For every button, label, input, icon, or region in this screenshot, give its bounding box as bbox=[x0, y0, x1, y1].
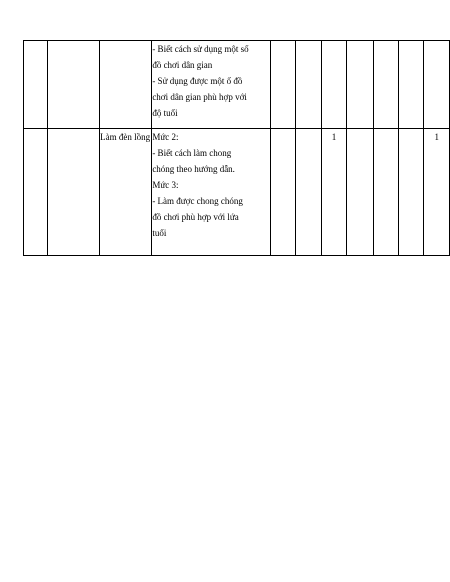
criteria-line: - Làm được chong chóng bbox=[152, 196, 243, 206]
count-cell: 1 bbox=[321, 129, 347, 256]
count-cell bbox=[399, 41, 424, 129]
criteria-line: đồ chơi dân gian bbox=[152, 60, 213, 70]
table-cell bbox=[24, 41, 48, 129]
criteria-line: Mức 3: bbox=[152, 180, 179, 190]
count-cell bbox=[399, 129, 424, 256]
criteria-line: độ tuổi bbox=[152, 108, 178, 118]
criteria-line: đồ chơi phù hợp với lứa bbox=[152, 212, 239, 222]
table-cell bbox=[24, 129, 48, 256]
criteria-line: chóng theo hướng dẫn. bbox=[152, 164, 235, 174]
criteria-line: - Biết cách sử dụng một số bbox=[152, 44, 249, 54]
count-cell bbox=[270, 41, 295, 129]
criteria-line: Mức 2: bbox=[152, 132, 179, 142]
table-row bbox=[24, 41, 450, 129]
activity-cell: Làm đèn lồng bbox=[100, 129, 152, 256]
count-cell bbox=[270, 129, 295, 256]
count-cell: 1 bbox=[424, 129, 450, 256]
count-cell bbox=[296, 41, 321, 129]
assessment-table bbox=[23, 40, 450, 256]
count-cell bbox=[296, 129, 321, 256]
table-cell bbox=[48, 41, 100, 129]
count-cell bbox=[347, 41, 373, 129]
table-row bbox=[24, 129, 450, 256]
count-cell bbox=[373, 41, 398, 129]
count-cell bbox=[321, 41, 347, 129]
count-cell bbox=[347, 129, 373, 256]
count-cell bbox=[373, 129, 398, 256]
criteria-line: - Sử dụng được một ố đồ bbox=[152, 76, 243, 86]
criteria-line: chơi dân gian phù hợp với bbox=[152, 92, 247, 102]
criteria-line: - Biết cách làm chong bbox=[152, 148, 232, 158]
count-cell bbox=[424, 41, 450, 129]
criteria-cell bbox=[152, 41, 271, 129]
activity-cell bbox=[100, 41, 152, 129]
criteria-line: tuổi bbox=[152, 228, 167, 238]
table-cell bbox=[48, 129, 100, 256]
criteria-cell bbox=[152, 129, 271, 256]
